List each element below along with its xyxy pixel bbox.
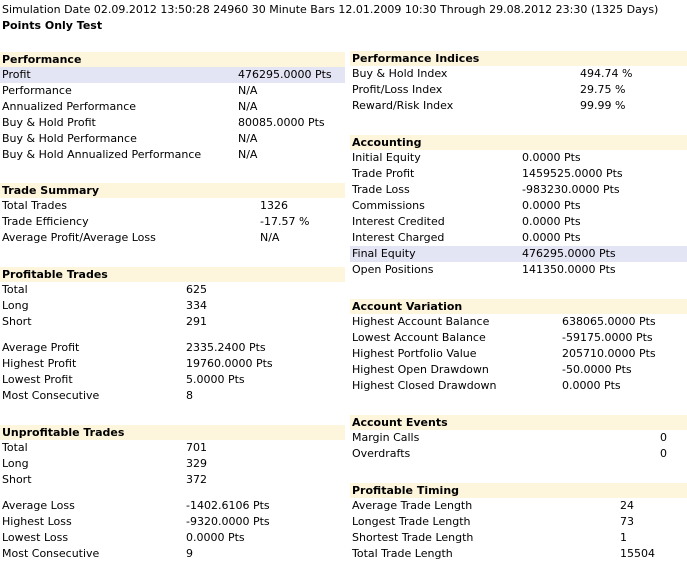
stat-row	[350, 362, 687, 378]
stat-value: 0.0000 Pts	[522, 231, 581, 244]
stat-value: 0.0000 Pts	[522, 151, 581, 164]
stat-label: Lowest Profit	[2, 373, 73, 386]
stat-row	[0, 214, 345, 230]
account-events-section	[350, 415, 687, 462]
stat-label: Most Consecutive	[2, 389, 100, 402]
stat-row	[350, 66, 687, 82]
profitable-timing-heading: Profitable Timing	[350, 483, 687, 498]
stat-label: Lowest Account Balance	[352, 331, 486, 344]
stat-value: 5.0000 Pts	[186, 373, 245, 386]
stat-value: N/A	[238, 132, 258, 145]
stat-row	[0, 372, 345, 388]
stat-label: Trade Profit	[352, 167, 415, 180]
stat-row	[350, 150, 687, 166]
stat-row	[350, 182, 687, 198]
stat-row	[0, 514, 345, 530]
stat-label: Highest Profit	[2, 357, 77, 370]
report-title: Points Only Test	[2, 19, 103, 32]
stat-value: -1402.6106 Pts	[186, 499, 270, 512]
stat-label: Total	[2, 441, 28, 454]
stat-label: Average Profit	[2, 341, 80, 354]
stat-value: 0.0000 Pts	[186, 531, 245, 544]
stat-label: Most Consecutive	[2, 547, 100, 560]
stat-value: -983230.0000 Pts	[522, 183, 620, 196]
stat-label: Interest Credited	[352, 215, 445, 228]
profitable-trades-heading: Profitable Trades	[0, 267, 345, 282]
stat-label: Average Trade Length	[352, 499, 473, 512]
stat-row	[350, 198, 687, 214]
performance-heading: Performance	[0, 52, 345, 67]
stat-row	[0, 115, 345, 131]
stat-value: N/A	[238, 148, 258, 161]
stat-row	[0, 388, 345, 404]
stat-row	[350, 214, 687, 230]
performance-indices-section	[350, 51, 687, 114]
account-events-heading: Account Events	[350, 415, 687, 430]
stat-value: 476295.0000 Pts	[522, 247, 616, 260]
stat-value: 73	[620, 515, 634, 528]
stat-value: -17.57 %	[260, 215, 310, 228]
stat-value: N/A	[238, 100, 258, 113]
stat-value: 0	[660, 431, 667, 444]
stat-label: Highest Portfolio Value	[352, 347, 477, 360]
stat-row	[0, 314, 345, 330]
stat-value: 1326	[260, 199, 288, 212]
row-spacer	[0, 488, 345, 498]
stat-label: Highest Closed Drawdown	[352, 379, 497, 392]
stat-label: Buy & Hold Annualized Performance	[2, 148, 202, 161]
stat-label: Short	[2, 315, 32, 328]
stat-row	[0, 67, 345, 83]
stat-row	[350, 246, 687, 262]
stat-row	[350, 98, 687, 114]
stat-row	[350, 166, 687, 182]
trade-summary-section	[0, 183, 345, 246]
stat-row	[350, 314, 687, 330]
trade-summary-heading: Trade Summary	[0, 183, 345, 198]
stat-value: 19760.0000 Pts	[186, 357, 273, 370]
profitable-trades-section	[0, 267, 345, 404]
stat-value: 701	[186, 441, 207, 454]
stat-value: 9	[186, 547, 193, 560]
stat-label: Average Profit/Average Loss	[2, 231, 156, 244]
stat-label: Long	[2, 299, 29, 312]
stat-value: 8	[186, 389, 193, 402]
stat-label: Interest Charged	[352, 231, 445, 244]
stat-row	[0, 99, 345, 115]
stat-label: Overdrafts	[352, 447, 411, 460]
stat-label: Initial Equity	[352, 151, 421, 164]
account-variation-section	[350, 299, 687, 394]
stat-label: Highest Open Drawdown	[352, 363, 489, 376]
stat-row	[350, 230, 687, 246]
stat-row	[350, 262, 687, 278]
stat-value: 476295.0000 Pts	[238, 68, 332, 81]
stat-value: N/A	[260, 231, 280, 244]
accounting-heading: Accounting	[350, 135, 687, 150]
stat-value: 329	[186, 457, 207, 470]
stat-label: Highest Account Balance	[352, 315, 490, 328]
stat-value: -50.0000 Pts	[562, 363, 632, 376]
performance-section	[0, 52, 345, 163]
stat-row	[0, 456, 345, 472]
stat-label: Buy & Hold Profit	[2, 116, 96, 129]
stat-row	[350, 498, 687, 514]
stat-value: 291	[186, 315, 207, 328]
stat-label: Total Trade Length	[352, 547, 453, 560]
stat-value: 638065.0000 Pts	[562, 315, 656, 328]
stat-label: Open Positions	[352, 263, 434, 276]
stat-value: -9320.0000 Pts	[186, 515, 270, 528]
stat-row	[0, 230, 345, 246]
stat-row	[0, 282, 345, 298]
stat-row	[0, 83, 345, 99]
stat-row	[0, 340, 345, 356]
stat-value: N/A	[238, 84, 258, 97]
stat-value: 494.74 %	[580, 67, 633, 80]
stat-value: 205710.0000 Pts	[562, 347, 656, 360]
stat-value: 141350.0000 Pts	[522, 263, 616, 276]
stat-label: Trade Loss	[352, 183, 410, 196]
stat-row	[0, 147, 345, 163]
stat-value: 1459525.0000 Pts	[522, 167, 623, 180]
stat-value: 24	[620, 499, 634, 512]
stat-row	[0, 546, 345, 562]
stat-value: 29.75 %	[580, 83, 626, 96]
stat-row	[0, 198, 345, 214]
stat-label: Annualized Performance	[2, 100, 137, 113]
stat-label: Total	[2, 283, 28, 296]
stat-label: Lowest Loss	[2, 531, 69, 544]
stat-label: Total Trades	[2, 199, 68, 212]
stat-label: Performance	[2, 84, 72, 97]
stat-label: Shortest Trade Length	[352, 531, 474, 544]
stat-row	[350, 378, 687, 394]
stat-row	[350, 330, 687, 346]
stat-label: Trade Efficiency	[2, 215, 89, 228]
profitable-timing-section	[350, 483, 687, 562]
stat-row	[350, 446, 687, 462]
stat-label: Longest Trade Length	[352, 515, 471, 528]
stat-label: Commissions	[352, 199, 425, 212]
performance-indices-heading: Performance Indices	[350, 51, 687, 66]
stat-row	[0, 440, 345, 456]
stat-row	[350, 546, 687, 562]
stat-value: 15504	[620, 547, 655, 560]
row-spacer	[0, 330, 345, 340]
stat-label: Final Equity	[352, 247, 416, 260]
stat-label: Buy & Hold Performance	[2, 132, 137, 145]
stat-row	[350, 430, 687, 446]
stat-value: 99.99 %	[580, 99, 626, 112]
stat-row	[350, 514, 687, 530]
account-variation-heading: Account Variation	[350, 299, 687, 314]
stat-value: 625	[186, 283, 207, 296]
stat-value: -59175.0000 Pts	[562, 331, 653, 344]
unprofitable-trades-section	[0, 425, 345, 562]
accounting-section	[350, 135, 687, 278]
stat-label: Reward/Risk Index	[352, 99, 454, 112]
stat-row	[0, 472, 345, 488]
stat-label: Buy & Hold Index	[352, 67, 448, 80]
stat-value: 80085.0000 Pts	[238, 116, 325, 129]
unprofitable-trades-heading: Unprofitable Trades	[0, 425, 345, 440]
stat-row	[0, 131, 345, 147]
stat-label: Profit/Loss Index	[352, 83, 443, 96]
simulation-info: Simulation Date 02.09.2012 13:50:28 24960 30 Minute Bars 12.01.2009 10:30 Through 29.08.2012 23:30 (1325 Days)	[2, 3, 659, 16]
stat-row	[0, 498, 345, 514]
stat-value: 0.0000 Pts	[562, 379, 621, 392]
stat-label: Average Loss	[2, 499, 75, 512]
stat-label: Highest Loss	[2, 515, 72, 528]
stat-row	[350, 82, 687, 98]
stat-label: Margin Calls	[352, 431, 420, 444]
stat-value: 2335.2400 Pts	[186, 341, 266, 354]
stat-label: Profit	[2, 68, 31, 81]
stat-label: Short	[2, 473, 32, 486]
stat-label: Long	[2, 457, 29, 470]
stat-value: 0	[660, 447, 667, 460]
stat-value: 372	[186, 473, 207, 486]
stat-row	[0, 530, 345, 546]
stat-row	[0, 356, 345, 372]
stat-row	[350, 346, 687, 362]
stat-row	[0, 298, 345, 314]
stat-row	[350, 530, 687, 546]
stat-value: 1	[620, 531, 627, 544]
stat-value: 334	[186, 299, 207, 312]
stat-value: 0.0000 Pts	[522, 199, 581, 212]
stat-value: 0.0000 Pts	[522, 215, 581, 228]
